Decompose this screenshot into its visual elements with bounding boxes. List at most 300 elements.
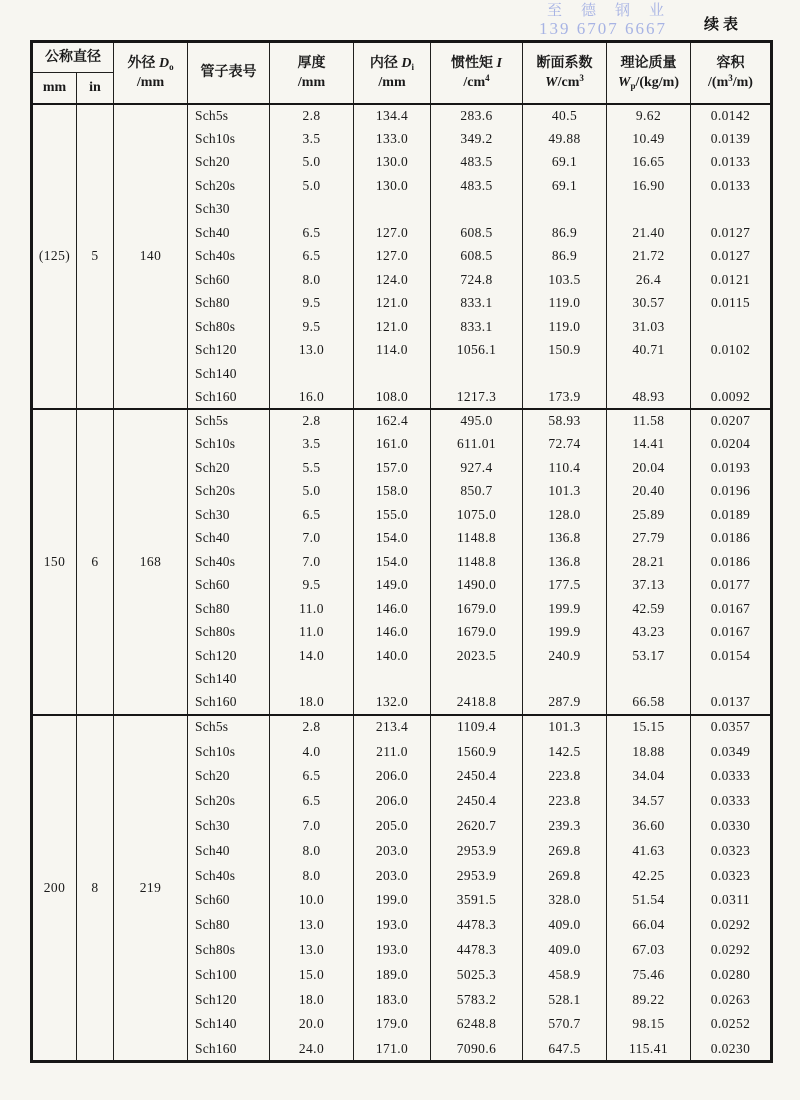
cell-section-modulus: 142.5 [523,739,607,764]
cell-inner-diameter: 206.0 [354,789,431,814]
cell-volume [691,362,772,386]
cell-volume: 0.0330 [691,814,772,839]
table-row [32,104,772,128]
cell-schedule: Sch120 [188,339,270,363]
header-section-title: 断面系数 [536,55,593,71]
cell-thickness: 7.0 [270,814,354,839]
header-inner-title: 内径 $D_i$ [369,55,415,72]
cell-inertia: 1148.8 [431,527,523,551]
cell-inertia: 1056.1 [431,339,523,363]
cell-mass: 75.46 [607,962,691,987]
cell-inertia: 2450.4 [431,764,523,789]
cell-inner-diameter: 161.0 [354,433,431,457]
cell-mass: 66.04 [607,913,691,938]
cell-inner-diameter: 154.0 [354,550,431,574]
cell-inner-diameter: 162.4 [354,409,431,433]
cell-thickness [270,668,354,692]
cell-inner-diameter: 130.0 [354,174,431,198]
cell-inertia: 6248.8 [431,1012,523,1037]
cell-inner-diameter [354,362,431,386]
cell-mass: 26.4 [607,268,691,292]
cell-inner-diameter: 121.0 [354,315,431,339]
cell-inertia: 927.4 [431,456,523,480]
cell-schedule: Sch40s [188,245,270,269]
cell-section-modulus: 409.0 [523,938,607,963]
cell-nominal-in: 6 [77,409,114,715]
cell-thickness: 9.5 [270,574,354,598]
header-inertia-unit: $/cm^4$ [463,72,490,90]
watermark-company-text: 至德钢业 [547,3,684,19]
table-row [32,409,772,433]
cell-section-modulus: 101.3 [523,480,607,504]
header-nominal-diameter: 公称直径 [32,42,114,73]
cell-mass: 30.57 [607,292,691,316]
cell-volume: 0.0193 [691,456,772,480]
cell-mass: 21.72 [607,245,691,269]
cell-thickness: 4.0 [270,739,354,764]
cell-inertia: 724.8 [431,268,523,292]
cell-inertia [431,198,523,222]
cell-schedule: Sch30 [188,198,270,222]
cell-thickness: 5.0 [270,480,354,504]
cell-schedule: Sch120 [188,987,270,1012]
cell-inertia: 850.7 [431,480,523,504]
header-volume-unit: $/(m^3/m)$ [708,72,753,90]
cell-section-modulus: 101.3 [523,715,607,740]
cell-inertia [431,362,523,386]
cell-thickness: 5.0 [270,151,354,175]
cell-section-modulus: 72.74 [523,433,607,457]
header-nominal-in: in [77,73,114,104]
cell-inertia: 1217.3 [431,386,523,410]
cell-inertia: 5025.3 [431,962,523,987]
cell-section-modulus [523,668,607,692]
cell-schedule: Sch5s [188,409,270,433]
cell-inner-diameter: 211.0 [354,739,431,764]
cell-schedule: Sch20s [188,174,270,198]
cell-volume: 0.0263 [691,987,772,1012]
cell-volume: 0.0177 [691,574,772,598]
continued-table-label: 续表 [704,17,743,33]
cell-schedule: Sch140 [188,362,270,386]
cell-thickness: 3.5 [270,433,354,457]
cell-inner-diameter: 121.0 [354,292,431,316]
cell-inner-diameter: 171.0 [354,1037,431,1062]
cell-section-modulus: 528.1 [523,987,607,1012]
cell-section-modulus: 458.9 [523,962,607,987]
cell-thickness: 11.0 [270,621,354,645]
header-schedule: 管子表号 [188,42,270,104]
cell-volume: 0.0292 [691,913,772,938]
header-section-modulus [523,42,607,104]
cell-mass: 89.22 [607,987,691,1012]
cell-schedule: Sch60 [188,574,270,598]
cell-volume: 0.0167 [691,621,772,645]
cell-inertia: 833.1 [431,292,523,316]
header-thickness [270,42,354,104]
cell-inertia: 283.6 [431,104,523,128]
cell-section-modulus: 240.9 [523,644,607,668]
cell-volume [691,198,772,222]
cell-volume: 0.0252 [691,1012,772,1037]
cell-thickness: 7.0 [270,550,354,574]
cell-inner-diameter: 149.0 [354,574,431,598]
cell-section-modulus: 150.9 [523,339,607,363]
cell-inner-diameter: 157.0 [354,456,431,480]
cell-inner-diameter [354,198,431,222]
cell-volume: 0.0230 [691,1037,772,1062]
cell-volume: 0.0189 [691,503,772,527]
cell-mass [607,198,691,222]
cell-schedule: Sch10s [188,127,270,151]
header-outer-title: 外径 $D_o$ [127,55,174,72]
cell-inertia: 833.1 [431,315,523,339]
cell-mass: 34.04 [607,764,691,789]
cell-thickness: 8.0 [270,838,354,863]
cell-schedule: Sch80 [188,597,270,621]
cell-inertia: 1679.0 [431,597,523,621]
cell-mass: 9.62 [607,104,691,128]
cell-volume [691,315,772,339]
cell-section-modulus: 103.5 [523,268,607,292]
cell-section-modulus [523,362,607,386]
header-thickness-title: 厚度 [297,55,326,71]
cell-section-modulus: 570.7 [523,1012,607,1037]
cell-inner-diameter: 203.0 [354,863,431,888]
cell-mass: 11.58 [607,409,691,433]
cell-inner-diameter [354,668,431,692]
cell-schedule: Sch80s [188,315,270,339]
table-row [32,715,772,740]
header-inner-unit: /mm [378,74,406,90]
cell-nominal-mm: 150 [32,409,77,715]
cell-inertia: 495.0 [431,409,523,433]
cell-schedule: Sch5s [188,104,270,128]
cell-section-modulus: 136.8 [523,550,607,574]
cell-nominal-mm: (125) [32,104,77,410]
cell-schedule: Sch40s [188,550,270,574]
cell-thickness: 6.5 [270,764,354,789]
cell-thickness: 24.0 [270,1037,354,1062]
cell-inertia: 4478.3 [431,938,523,963]
cell-section-modulus: 119.0 [523,315,607,339]
cell-inner-diameter: 146.0 [354,597,431,621]
cell-inertia: 1075.0 [431,503,523,527]
header-inertia [431,42,523,104]
cell-schedule: Sch30 [188,814,270,839]
cell-inertia: 2953.9 [431,863,523,888]
cell-inertia: 1679.0 [431,621,523,645]
cell-schedule: Sch40 [188,221,270,245]
cell-mass: 51.54 [607,888,691,913]
cell-thickness: 11.0 [270,597,354,621]
cell-mass: 21.40 [607,221,691,245]
watermark-phone-text: 139 6707 6667 [539,19,667,38]
cell-volume: 0.0127 [691,221,772,245]
cell-thickness: 8.0 [270,268,354,292]
header-mass-unit: $W_p/(kg/m)$ [617,74,680,91]
cell-inertia: 5783.2 [431,987,523,1012]
cell-inner-diameter: 183.0 [354,987,431,1012]
header-inertia-title: 惯性矩 I [451,55,502,71]
cell-volume: 0.0142 [691,104,772,128]
cell-schedule: Sch20s [188,480,270,504]
table-body [32,104,772,1062]
cell-schedule: Sch10s [188,433,270,457]
cell-inner-diameter: 203.0 [354,838,431,863]
cell-schedule: Sch80s [188,621,270,645]
header-volume [691,42,772,104]
cell-schedule: Sch160 [188,1037,270,1062]
cell-schedule: Sch80s [188,938,270,963]
cell-mass: 34.57 [607,789,691,814]
cell-mass: 27.79 [607,527,691,551]
cell-volume: 0.0333 [691,789,772,814]
cell-inertia: 349.2 [431,127,523,151]
pipe-spec-table [30,40,773,1063]
cell-thickness: 10.0 [270,888,354,913]
cell-thickness: 9.5 [270,315,354,339]
cell-schedule: Sch40 [188,527,270,551]
cell-schedule: Sch20 [188,456,270,480]
cell-section-modulus: 173.9 [523,386,607,410]
cell-mass: 25.89 [607,503,691,527]
cell-schedule: Sch160 [188,691,270,715]
cell-volume: 0.0186 [691,527,772,551]
cell-volume: 0.0133 [691,151,772,175]
cell-volume: 0.0154 [691,644,772,668]
cell-thickness: 15.0 [270,962,354,987]
cell-section-modulus: 223.8 [523,789,607,814]
cell-nominal-mm: 200 [32,715,77,1062]
cell-schedule: Sch40s [188,863,270,888]
cell-inertia: 1560.9 [431,739,523,764]
cell-volume: 0.0333 [691,764,772,789]
header-section-unit: $W/cm^3$ [545,72,584,90]
cell-schedule: Sch10s [188,739,270,764]
cell-inertia: 2023.5 [431,644,523,668]
cell-mass: 40.71 [607,339,691,363]
cell-mass: 98.15 [607,1012,691,1037]
cell-schedule: Sch140 [188,668,270,692]
cell-section-modulus: 119.0 [523,292,607,316]
cell-thickness: 13.0 [270,938,354,963]
cell-mass: 115.41 [607,1037,691,1062]
cell-section-modulus: 110.4 [523,456,607,480]
cell-mass: 37.13 [607,574,691,598]
cell-inner-diameter: 199.0 [354,888,431,913]
cell-schedule: Sch140 [188,1012,270,1037]
cell-thickness: 9.5 [270,292,354,316]
cell-inertia: 611.01 [431,433,523,457]
cell-mass: 66.58 [607,691,691,715]
cell-mass: 15.15 [607,715,691,740]
cell-section-modulus: 409.0 [523,913,607,938]
cell-volume [691,668,772,692]
cell-mass: 53.17 [607,644,691,668]
cell-inertia: 608.5 [431,221,523,245]
cell-volume: 0.0357 [691,715,772,740]
cell-inertia: 2953.9 [431,838,523,863]
cell-inner-diameter: 193.0 [354,913,431,938]
cell-schedule: Sch120 [188,644,270,668]
cell-thickness: 18.0 [270,691,354,715]
cell-section-modulus: 86.9 [523,245,607,269]
cell-section-modulus: 69.1 [523,174,607,198]
cell-mass: 16.65 [607,151,691,175]
cell-schedule: Sch20 [188,764,270,789]
cell-thickness: 5.0 [270,174,354,198]
cell-section-modulus: 287.9 [523,691,607,715]
watermark [528,2,684,38]
cell-thickness: 6.5 [270,245,354,269]
cell-mass: 43.23 [607,621,691,645]
cell-mass [607,362,691,386]
cell-inner-diameter: 127.0 [354,221,431,245]
header-outer-unit: /mm [136,74,165,90]
cell-thickness: 6.5 [270,221,354,245]
cell-mass: 48.93 [607,386,691,410]
cell-volume: 0.0207 [691,409,772,433]
cell-thickness: 8.0 [270,863,354,888]
cell-volume: 0.0186 [691,550,772,574]
cell-thickness: 13.0 [270,913,354,938]
cell-inertia: 3591.5 [431,888,523,913]
header-volume-title: 容积 [716,55,745,71]
cell-inner-diameter: 205.0 [354,814,431,839]
cell-volume: 0.0323 [691,838,772,863]
cell-inertia: 483.5 [431,151,523,175]
cell-schedule: Sch5s [188,715,270,740]
cell-volume: 0.0115 [691,292,772,316]
cell-section-modulus: 239.3 [523,814,607,839]
cell-volume: 0.0323 [691,863,772,888]
cell-section-modulus: 128.0 [523,503,607,527]
cell-section-modulus: 269.8 [523,838,607,863]
cell-inner-diameter: 213.4 [354,715,431,740]
cell-schedule: Sch160 [188,386,270,410]
cell-thickness: 6.5 [270,503,354,527]
cell-inner-diameter: 206.0 [354,764,431,789]
cell-inner-diameter: 189.0 [354,962,431,987]
cell-inertia: 2620.7 [431,814,523,839]
cell-inertia: 483.5 [431,174,523,198]
cell-inner-diameter: 154.0 [354,527,431,551]
cell-inner-diameter: 114.0 [354,339,431,363]
cell-volume: 0.0092 [691,386,772,410]
cell-thickness: 7.0 [270,527,354,551]
cell-section-modulus: 223.8 [523,764,607,789]
cell-inner-diameter: 127.0 [354,245,431,269]
cell-volume: 0.0102 [691,339,772,363]
cell-inner-diameter: 134.4 [354,104,431,128]
cell-inertia: 2450.4 [431,789,523,814]
cell-inner-diameter: 132.0 [354,691,431,715]
cell-section-modulus: 58.93 [523,409,607,433]
cell-mass [607,668,691,692]
cell-volume: 0.0280 [691,962,772,987]
cell-section-modulus: 136.8 [523,527,607,551]
cell-inertia: 608.5 [431,245,523,269]
cell-mass: 20.40 [607,480,691,504]
cell-volume: 0.0311 [691,888,772,913]
cell-nominal-in: 5 [77,104,114,410]
cell-section-modulus: 199.9 [523,597,607,621]
cell-section-modulus: 40.5 [523,104,607,128]
cell-nominal-in: 8 [77,715,114,1062]
cell-volume: 0.0121 [691,268,772,292]
cell-schedule: Sch80 [188,913,270,938]
cell-outer-diameter: 140 [114,104,188,410]
cell-thickness [270,198,354,222]
cell-thickness: 3.5 [270,127,354,151]
cell-mass: 36.60 [607,814,691,839]
cell-section-modulus: 49.88 [523,127,607,151]
cell-mass: 41.63 [607,838,691,863]
cell-section-modulus [523,198,607,222]
cell-schedule: Sch40 [188,838,270,863]
cell-section-modulus: 86.9 [523,221,607,245]
cell-inertia: 1109.4 [431,715,523,740]
cell-section-modulus: 177.5 [523,574,607,598]
cell-section-modulus: 328.0 [523,888,607,913]
cell-thickness: 13.0 [270,339,354,363]
cell-inner-diameter: 124.0 [354,268,431,292]
cell-inertia: 1490.0 [431,574,523,598]
header-nominal-mm: mm [32,73,77,104]
header-thickness-unit: /mm [297,74,326,90]
cell-inner-diameter: 130.0 [354,151,431,175]
cell-inner-diameter: 133.0 [354,127,431,151]
cell-volume: 0.0139 [691,127,772,151]
cell-schedule: Sch60 [188,268,270,292]
cell-section-modulus: 199.9 [523,621,607,645]
cell-mass: 28.21 [607,550,691,574]
cell-volume: 0.0204 [691,433,772,457]
cell-inner-diameter: 193.0 [354,938,431,963]
cell-outer-diameter: 219 [114,715,188,1062]
cell-mass: 16.90 [607,174,691,198]
cell-inner-diameter: 179.0 [354,1012,431,1037]
cell-inner-diameter: 158.0 [354,480,431,504]
cell-inertia: 7090.6 [431,1037,523,1062]
header-inner-diameter [354,42,431,104]
cell-inner-diameter: 108.0 [354,386,431,410]
cell-schedule: Sch60 [188,888,270,913]
cell-schedule: Sch30 [188,503,270,527]
cell-schedule: Sch100 [188,962,270,987]
cell-inertia: 4478.3 [431,913,523,938]
cell-thickness: 5.5 [270,456,354,480]
cell-volume: 0.0133 [691,174,772,198]
cell-schedule: Sch80 [188,292,270,316]
cell-inertia: 1148.8 [431,550,523,574]
cell-mass: 10.49 [607,127,691,151]
cell-mass: 42.59 [607,597,691,621]
cell-inner-diameter: 146.0 [354,621,431,645]
cell-thickness: 16.0 [270,386,354,410]
cell-mass: 20.04 [607,456,691,480]
cell-volume: 0.0292 [691,938,772,963]
cell-inner-diameter: 140.0 [354,644,431,668]
cell-inertia [431,668,523,692]
cell-volume: 0.0127 [691,245,772,269]
cell-thickness: 2.8 [270,409,354,433]
cell-volume: 0.0167 [691,597,772,621]
cell-outer-diameter: 168 [114,409,188,715]
header-mass-title: 理论质量 [620,55,677,71]
cell-thickness: 20.0 [270,1012,354,1037]
